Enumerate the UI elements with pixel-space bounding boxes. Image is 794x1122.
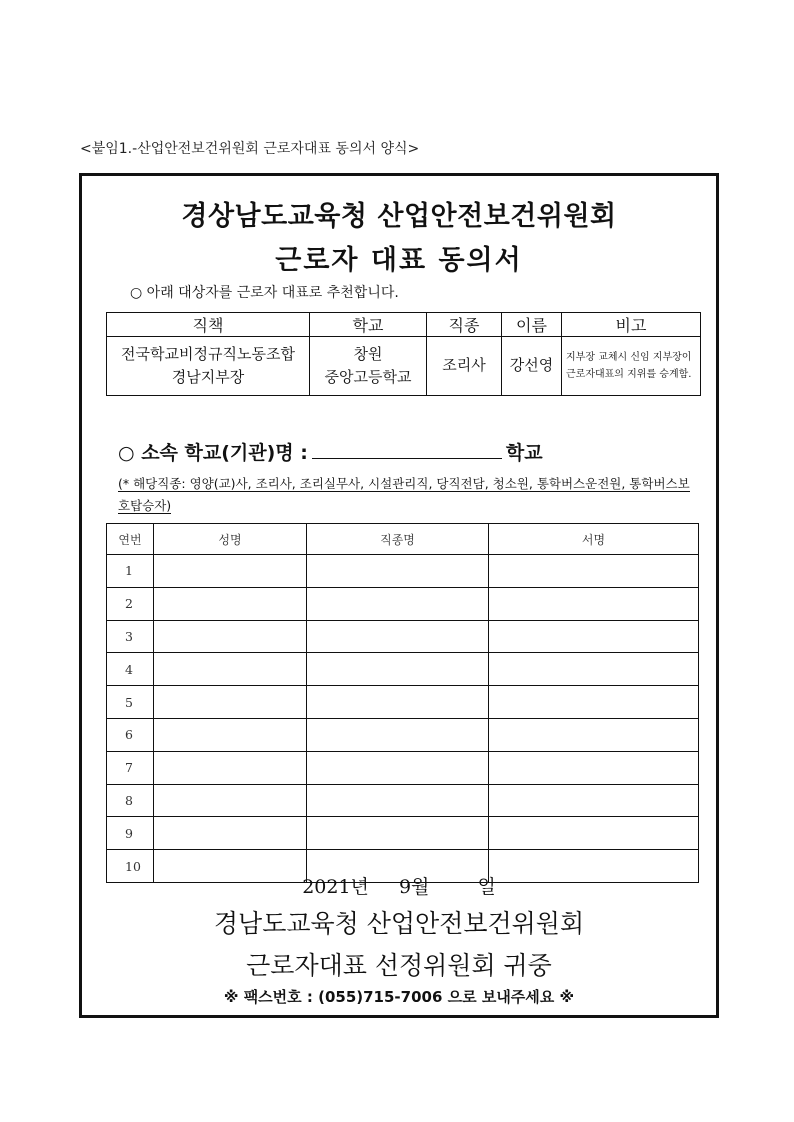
signature-cell[interactable] (489, 751, 699, 784)
representative-header-row (107, 313, 701, 337)
header-job-title: 직종명 (307, 524, 489, 555)
recipient-line: 근로자대표 선정위원회 귀중 (246, 951, 552, 980)
name-cell[interactable] (154, 686, 307, 719)
form-title: 경상남도교육청 산업안전보건위원회 (181, 201, 617, 232)
table-row (107, 686, 699, 719)
table-row (107, 751, 699, 784)
name-cell[interactable] (154, 817, 307, 850)
signature-cell[interactable] (489, 587, 699, 620)
rep-note: 지부장 교체시 신임 지부장이 근로자대표의 지위를 승계함. (562, 337, 701, 396)
rep-position (107, 337, 310, 396)
table-row (107, 817, 699, 850)
job-title-cell[interactable] (307, 817, 489, 850)
table-row (107, 653, 699, 686)
job-title-cell[interactable] (307, 784, 489, 817)
row-serial-number: 10 (107, 850, 154, 883)
date-day: 일 (477, 876, 496, 898)
header-job: 직종 (427, 313, 502, 337)
job-title-cell[interactable] (307, 653, 489, 686)
name-cell[interactable] (154, 784, 307, 817)
name-cell[interactable] (154, 751, 307, 784)
table-row (107, 718, 699, 751)
job-title-cell[interactable] (307, 555, 489, 588)
consent-form-frame (79, 173, 719, 1018)
row-serial-number: 2 (107, 587, 154, 620)
fax-note: ※ 팩스번호 : (055)715-7006 으로 보내주세요 ※ (223, 988, 575, 1006)
rep-school-line1: 창원 (353, 344, 383, 363)
header-full-name: 성명 (154, 524, 307, 555)
rep-position-line2: 경남지부장 (171, 368, 245, 386)
row-serial-number: 7 (107, 751, 154, 784)
job-types-note (118, 473, 693, 517)
table-row (107, 587, 699, 620)
header-name: 이름 (502, 313, 562, 337)
name-cell[interactable] (154, 718, 307, 751)
date-month: 9월 (398, 876, 430, 898)
rep-school (310, 337, 427, 396)
name-cell[interactable] (154, 555, 307, 588)
header-school: 학교 (310, 313, 427, 337)
row-serial-number: 4 (107, 653, 154, 686)
header-signature: 서명 (489, 524, 699, 555)
school-field (118, 438, 543, 465)
header-position: 직책 (107, 313, 310, 337)
signature-cell[interactable] (489, 686, 699, 719)
header-serial: 연번 (107, 524, 154, 555)
header-note: 비고 (562, 313, 701, 337)
job-title-cell[interactable] (307, 587, 489, 620)
signature-table (106, 523, 699, 883)
date-year: 2021년 (302, 876, 369, 898)
date-line (82, 872, 716, 899)
job-title-cell[interactable] (307, 620, 489, 653)
table-row (107, 784, 699, 817)
row-serial-number: 9 (107, 817, 154, 850)
signature-cell[interactable] (489, 718, 699, 751)
job-title-cell[interactable] (307, 686, 489, 719)
signature-cell[interactable] (489, 555, 699, 588)
attachment-label: <붙임1.-산업안전보건위원회 근로자대표 동의서 양식> (80, 141, 420, 157)
name-cell[interactable] (154, 587, 307, 620)
signature-cell[interactable] (489, 620, 699, 653)
row-serial-number: 3 (107, 620, 154, 653)
school-field-suffix: 학교 (505, 442, 543, 464)
job-types-text: (* 해당직종: 영양(교)사, 조리사, 조리실무사, 시설관리직, 당직전담, 청소원, 통학버스운전원, 통학버스보호탑승자) (118, 476, 690, 513)
signature-cell[interactable] (489, 653, 699, 686)
rep-school-line2: 중앙고등학교 (324, 368, 412, 386)
signature-rows (107, 555, 699, 883)
recommend-text: ○ 아래 대상자를 근로자 대표로 추천합니다. (130, 285, 399, 301)
job-title-cell[interactable] (307, 718, 489, 751)
form-subtitle: 근로자 대표 동의서 (275, 245, 523, 276)
rep-name: 강선영 (502, 337, 562, 396)
table-row (107, 555, 699, 588)
school-field-label: ○ 소속 학교(기관)명 : (118, 442, 308, 464)
signature-cell[interactable] (489, 817, 699, 850)
row-serial-number: 5 (107, 686, 154, 719)
representative-table (106, 312, 701, 396)
rep-position-line1: 전국학교비정규직노동조합 (121, 344, 295, 363)
job-title-cell[interactable] (307, 751, 489, 784)
representative-row (107, 337, 701, 396)
table-row (107, 620, 699, 653)
row-serial-number: 8 (107, 784, 154, 817)
name-cell[interactable] (154, 620, 307, 653)
row-serial-number: 6 (107, 718, 154, 751)
school-name-input[interactable] (312, 440, 502, 459)
name-cell[interactable] (154, 653, 307, 686)
row-serial-number: 1 (107, 555, 154, 588)
organization-name: 경남도교육청 산업안전보건위원회 (213, 909, 585, 938)
rep-job: 조리사 (427, 337, 502, 396)
signature-header-row (107, 524, 699, 555)
signature-cell[interactable] (489, 784, 699, 817)
